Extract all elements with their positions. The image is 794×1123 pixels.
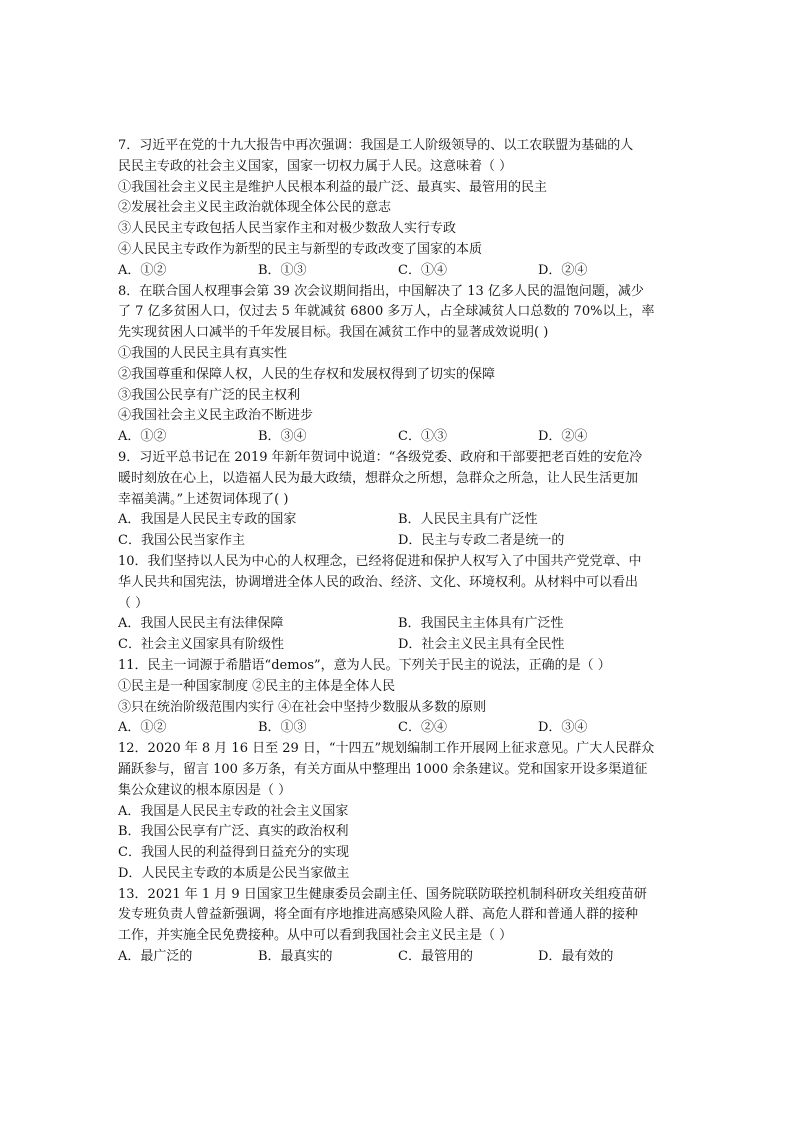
statement: ③只在统治阶级范围内实行 ④在社会中坚持少数服从多数的原则 [118, 699, 487, 715]
statement: ④我国社会主义民主政治不断进步 [118, 408, 314, 424]
question-stem: 华人民共和国宪法，协调增进全体人民的政治、经济、文化、环境权利。从材料中可以看出 [118, 574, 639, 590]
question-stem: 幸福美满。”上述贺词体现了( ) [118, 491, 289, 507]
option-b[interactable]: B．人民民主具有广泛性 [398, 512, 538, 528]
option-c[interactable]: C．我国公民当家作主 [118, 533, 245, 549]
option-a[interactable]: A．我国是人民民主专政的社会主义国家 [118, 803, 349, 819]
option-b[interactable]: B．③④ [258, 429, 307, 445]
options-row [118, 531, 678, 552]
question-13 [118, 885, 678, 968]
option-a[interactable]: A．①② [118, 429, 167, 445]
option-a[interactable]: A．①② [118, 720, 167, 736]
option-c[interactable]: C．①③ [398, 429, 447, 445]
options-row [118, 947, 678, 968]
statement: ①民主是一种国家制度 ②民主的主体是全体人民 [118, 678, 396, 694]
question-stem: 7．习近平在党的十九大报告中再次强调：我国是工人阶级领导的、以工农联盟为基础的人 [118, 138, 634, 153]
question-10 [118, 552, 678, 656]
question-stem: 暖时刻放在心上，以造福人民为最大政绩，想群众之所想，急群众之所急，让人民生活更加 [118, 470, 639, 486]
option-c[interactable]: C．我国人民的利益得到日益充分的实现 [118, 845, 349, 861]
statement: ①我国的人民民主具有真实性 [118, 345, 288, 361]
option-d[interactable]: D．②④ [538, 262, 588, 278]
question-stem: 了 7 亿多贫困人口，仅过去 5 年就减贫 6800 多万人，占全球减贫人口总数的 70%以上，率 [118, 304, 655, 320]
option-b[interactable]: B．我国民主主体具有广泛性 [398, 616, 564, 632]
option-d[interactable]: D．人民民主专政的本质是公民当家做主 [118, 865, 350, 881]
question-stem: 11．民主一词源于希腊语“demos”，意为人民。下列关于民主的说法，正确的是（ ） [118, 657, 611, 673]
statement: ③人民民主专政包括人民当家作主和对极少数敌人实行专政 [118, 221, 457, 237]
question-stem: 发专班负责人曾益新强调，将全面有序地推进高感染风险人群、高危人群和普通人群的接种 [118, 907, 639, 923]
options-row [118, 510, 678, 531]
options-row [118, 718, 678, 739]
question-stem: 9．习近平总书记在 2019 年新年贺词中说道：“各级党委、政府和干部要把老百姓的安危冷 [118, 449, 643, 465]
question-stem: 工作，并实施全民免费接种。从中可以看到我国社会主义民主是（ ） [118, 928, 513, 944]
question-stem: 13．2021 年 1 月 9 日国家卫生健康委员会副主任、国务院联防联控机制科研攻关组疫苗研 [118, 886, 647, 902]
option-d[interactable]: D．②④ [538, 429, 588, 445]
question-7 [118, 136, 678, 282]
statement: ④人民民主专政作为新型的民主与新型的专政改变了国家的本质 [118, 241, 483, 257]
option-c[interactable]: C．最管用的 [398, 949, 473, 965]
option-c[interactable]: C．①④ [398, 262, 447, 278]
question-stem: 集公众建议的根本原因是（ ） [118, 782, 292, 798]
question-stem: 民民主专政的社会主义国家，国家一切权力属于人民。这意味着（ ） [118, 158, 513, 174]
question-stem: （ ） [118, 595, 149, 611]
statement: ②我国尊重和保障人权，人民的生存权和发展权得到了切实的保障 [118, 366, 496, 382]
question-stem: 先实现贫困人口减半的千年发展目标。我国在减贫工作中的显著成效说明( ) [118, 325, 549, 341]
option-c[interactable]: C．②④ [398, 720, 447, 736]
statement: ②发展社会主义民主政治就体现全体公民的意志 [118, 200, 392, 216]
option-d[interactable]: D．社会主义民主具有全民性 [398, 637, 565, 653]
options-row [118, 635, 678, 656]
question-11 [118, 656, 678, 739]
question-stem: 12．2020 年 8 月 16 日至 29 日，“十四五”规划编制工作开展网上征求意见。广大人民群众 [118, 741, 655, 757]
exam-page [118, 136, 678, 968]
options-row [118, 261, 678, 282]
option-b[interactable]: B．我国公民享有广泛、真实的政治权利 [118, 824, 349, 840]
options-row [118, 427, 678, 448]
option-c[interactable]: C．社会主义国家具有阶级性 [118, 637, 284, 653]
question-stem: 踊跃参与，留言 100 多万条，有关方面从中整理出 1000 余条建议。党和国家开设多渠道征 [118, 761, 648, 777]
option-a[interactable]: A．①② [118, 262, 167, 278]
options-row [118, 614, 678, 635]
option-d[interactable]: D．最有效的 [538, 949, 614, 965]
option-b[interactable]: B．①③ [258, 262, 307, 278]
option-d[interactable]: D．民主与专政二者是统一的 [398, 533, 565, 549]
question-stem: 10．我们坚持以人民为中心的人权理念，已经将促进和保护人权写入了中国共产党党章、中 [118, 553, 642, 569]
option-a[interactable]: A．我国是人民民主专政的国家 [118, 512, 297, 528]
question-8 [118, 282, 678, 448]
statement: ①我国社会主义民主是维护人民根本利益的最广泛、最真实、最管用的民主 [118, 179, 548, 195]
option-b[interactable]: B．最真实的 [258, 949, 333, 965]
statement: ③我国公民享有广泛的民主权利 [118, 387, 301, 403]
option-d[interactable]: D．③④ [538, 720, 588, 736]
question-stem: 8．在联合国人权理事会第 39 次会议期间指出，中国解决了 13 亿多人民的温饱问题，减少 [118, 283, 644, 299]
option-a[interactable]: A．我国人民民主有法律保障 [118, 616, 284, 632]
option-b[interactable]: B．①③ [258, 720, 307, 736]
question-12 [118, 739, 678, 885]
option-a[interactable]: A．最广泛的 [118, 949, 193, 965]
question-9 [118, 448, 678, 552]
